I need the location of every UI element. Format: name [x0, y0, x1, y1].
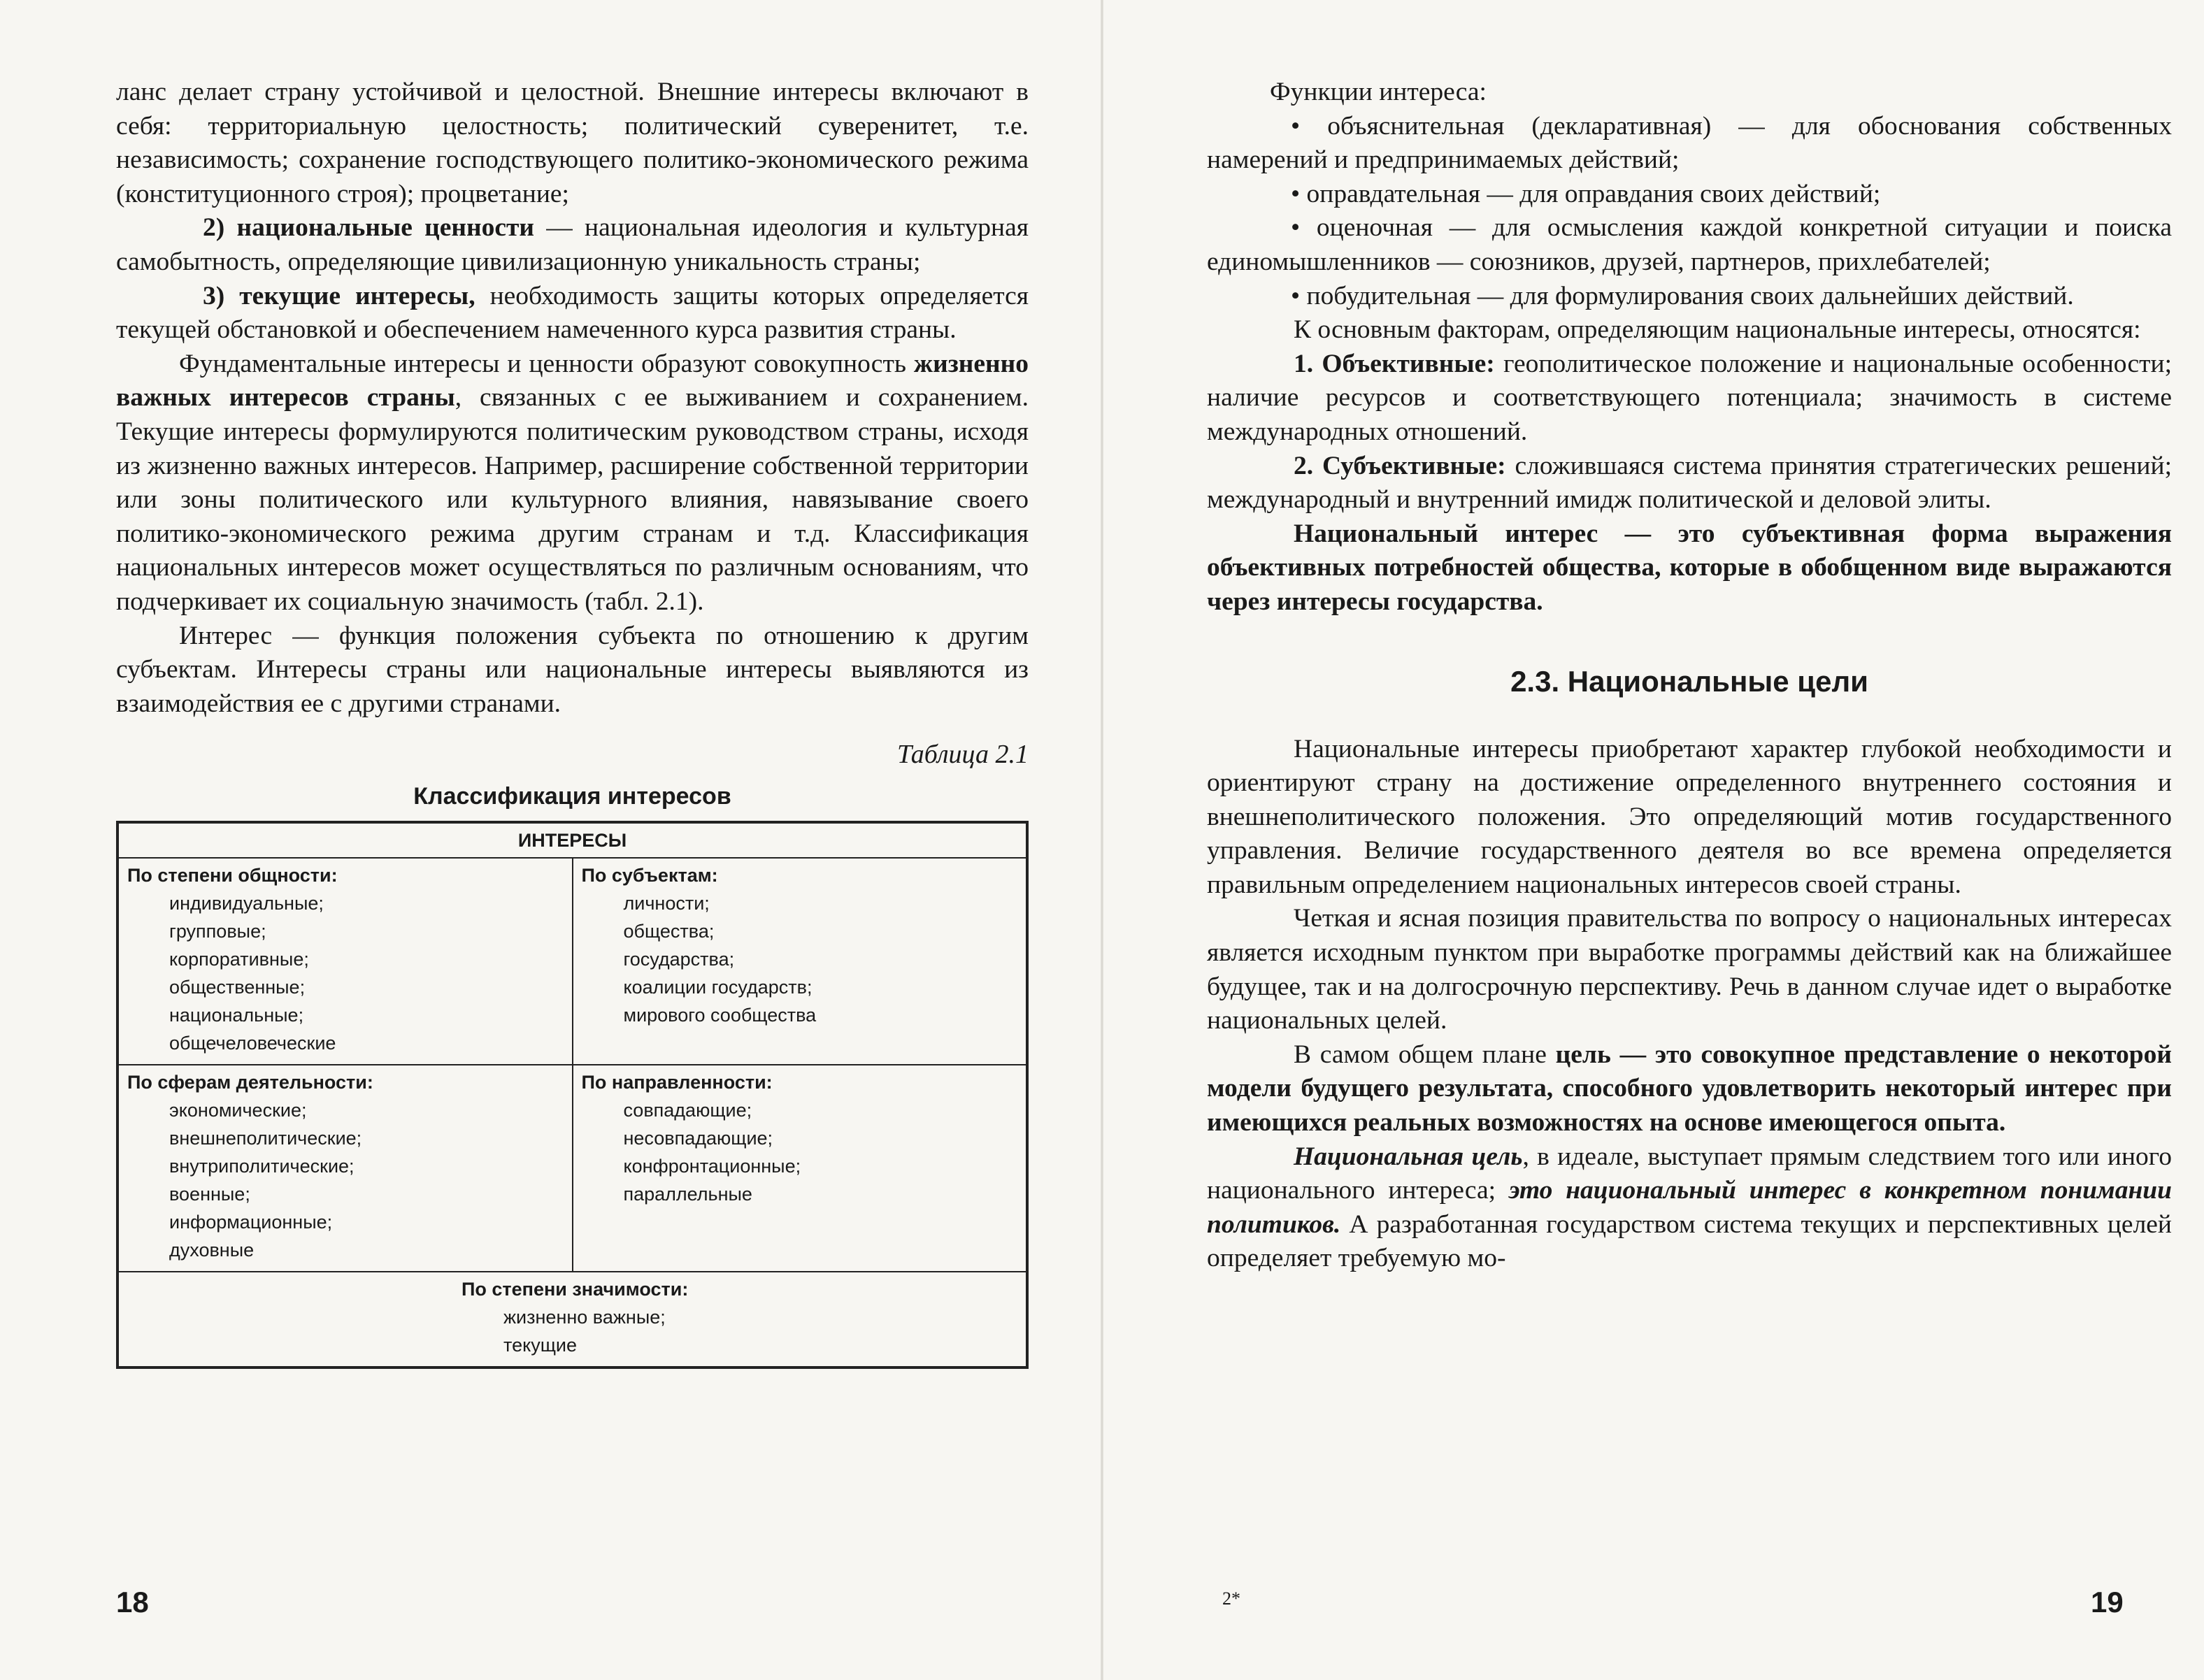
- list-item: мирового сообщества: [623, 1004, 817, 1026]
- list-item: личности;: [623, 892, 710, 914]
- table-cell: [573, 858, 1028, 1065]
- list-item: конфронтационные;: [623, 1155, 801, 1177]
- list-item: внешнеполитические;: [169, 1127, 362, 1149]
- paragraph-goal-definition: [1207, 1038, 2172, 1140]
- list-item: общества;: [623, 920, 715, 942]
- text: А разработанная государством система текущих и перспективных целей определяет требуемую мо-: [1207, 1209, 2172, 1273]
- factor-label: 2. Субъективные:: [1294, 451, 1506, 480]
- list-item: национальные;: [169, 1004, 304, 1026]
- interests-table: [116, 821, 1029, 1369]
- table-cell: [117, 858, 573, 1065]
- factor-label: 1. Объективные:: [1294, 349, 1495, 378]
- bullet-item: • оправдательная — для оправдания своих действий;: [1291, 179, 1881, 208]
- list-item-national-values: [116, 211, 1029, 279]
- bullet-item: • оценочная — для осмысления каждой конкретной ситуации и поиска единомышленников — союзников, друзей, партнеров, прихлебателей;: [1207, 213, 2172, 276]
- list-item: текущие: [503, 1334, 578, 1356]
- text: , связанных с ее выживанием и сохранением. Текущие интересы формулируются политическим руководством страны, исходя из жизненно важных интересов. Например, расширение собственной территории или зоны политического или культурного влияния, навязывание своего политико-экономического режима другим странам и т.д. Классификация национальных интересов может осуществляться по различным основаниям, что подчеркивает их социальную значимость (табл. 2.1).: [116, 383, 1029, 616]
- printer-signature: 2*: [1222, 1588, 1240, 1609]
- cell-heading: По степени значимости:: [461, 1278, 689, 1300]
- item-text: необходимость защиты которых определяется текущей обстановкой и обеспечением намеченного курса развития страны.: [116, 281, 1029, 345]
- paragraph-national-goal: [1207, 1140, 2172, 1276]
- page-number: 18: [116, 1586, 149, 1618]
- list-item: внутриполитические;: [169, 1155, 355, 1177]
- list-item: коалиции государств;: [623, 976, 813, 998]
- paragraph-fundamental: [116, 347, 1029, 619]
- item-number: 2): [203, 213, 225, 243]
- goal-definition-bold: цель — это совокупное представление о некоторой модели будущего результата, способного удовлетворить некоторый интерес при имеющихся реальных возможностях на основе имеющегося опыта.: [1207, 1040, 2172, 1137]
- list-item: индивидуальные;: [169, 892, 324, 914]
- paragraph: Четкая и ясная позиция правительства по вопросу о национальных интересах является исходным пунктом при выработке программы действий как на ближайшее будущее, так и на долгосрочную перспективу. Речь в данном случае идет о выработке национальных целей.: [1207, 904, 2172, 1035]
- list-item: несовпадающие;: [623, 1127, 773, 1149]
- item-text: национальная идеология и культурная самобытность, определяющие цивилизационную уникальность страны;: [116, 213, 1029, 276]
- factor-text: геополитическое положение и национальные особенности; наличие ресурсов и соответствующего потенциала; значимость в системе международных отношений.: [1207, 349, 2172, 446]
- table-caption: Таблица 2.1: [897, 740, 1029, 770]
- table-header: ИНТЕРЕСЫ: [117, 822, 1027, 858]
- factor-text: сложившаяся система принятия стратегических решений; международный и внутренний имидж политической и деловой элиты.: [1207, 451, 2172, 515]
- list-item-current-interests: [116, 280, 1029, 347]
- list-item: государства;: [623, 948, 735, 970]
- list-item: корпоративные;: [169, 948, 309, 970]
- text: , в идеале, выступает прямым следствием того или иного национального интереса;: [1207, 1142, 2172, 1205]
- functions-title: Функции интереса:: [1270, 78, 1487, 106]
- cell-heading: По степени общности:: [127, 864, 338, 886]
- cell-heading: По субъектам:: [581, 864, 718, 886]
- factor-objective: [1207, 347, 2172, 450]
- term-vital-interests: жизненно важных интересов страны: [116, 349, 1029, 412]
- list-item: параллельные: [623, 1183, 752, 1205]
- list-item: экономические;: [169, 1099, 307, 1121]
- cell-heading: По направленности:: [581, 1071, 773, 1093]
- list-item: информационные;: [169, 1211, 333, 1233]
- section-heading: 2.3. Национальные цели: [1510, 664, 1868, 698]
- bullet-item: • побудительная — для формулирования своих дальнейших действий.: [1291, 281, 2074, 310]
- right-column: [1207, 76, 2172, 1276]
- list-item: военные;: [169, 1183, 250, 1205]
- table-cell: [573, 1065, 1028, 1272]
- term-national-goal: Национальная цель: [1294, 1142, 1523, 1171]
- term-national-values: национальные ценности: [236, 213, 535, 243]
- list-item: общественные;: [169, 976, 306, 998]
- factor-subjective: [1207, 450, 2172, 517]
- dash: —: [534, 213, 585, 243]
- page-number: 19: [2091, 1586, 2124, 1618]
- table-cell-significance: [117, 1272, 1027, 1367]
- list-item: групповые;: [169, 920, 266, 942]
- list-item: совпадающие;: [623, 1099, 752, 1121]
- paragraph: Национальные интересы приобретают характер глубокой необходимости и ориентируют страну на достижение определенного внутреннего состояния и внешнеполитического положения. Это определяющий мотив государственного управления. Величие государственного деятеля во все времена определяется правильным определением национальных интересов своей страны.: [1207, 734, 2172, 899]
- list-item: общечеловеческие: [169, 1032, 336, 1054]
- national-interest-definition: Национальный интерес — это субъективная форма выражения объективных потребностей общества, которые в обобщенном виде выражаются через интересы государства.: [1207, 519, 2172, 616]
- paragraph-interest-definition: Интерес — функция положения субъекта по отношению к другим субъектам. Интересы страны или национальные интересы выявляются из взаимодействия ее с другими странами.: [116, 621, 1029, 718]
- table-title: Классификация интересов: [413, 782, 731, 810]
- factors-intro: К основным факторам, определяющим национальные интересы, относятся:: [1294, 315, 2141, 345]
- paragraph-external-interests: ланс делает страну устойчивой и целостной. Внешние интересы включают в себя: территориальную целостность; политический суверенитет, т.е. независимость; сохранение господствующего политико-экономического режима (конституционного строя); процветание;: [116, 78, 1029, 208]
- table-cell: [117, 1065, 573, 1272]
- emphasis: это национальный интерес в конкретном понимании политиков.: [1207, 1176, 2172, 1239]
- list-item: жизненно важные;: [503, 1306, 666, 1328]
- text: Фундаментальные интересы и ценности образуют совокупность: [179, 349, 914, 378]
- term-current-interests: текущие интересы,: [239, 281, 475, 310]
- left-column: [116, 76, 1029, 1369]
- right-page: [1102, 0, 2204, 1680]
- bullet-item: • объяснительная (декларативная) — для обоснования собственных намерений и предпринимаемых действий;: [1207, 111, 2172, 175]
- cell-heading: По сферам деятельности:: [127, 1071, 373, 1093]
- text: В самом общем плане: [1294, 1040, 1556, 1069]
- item-number: 3): [203, 281, 225, 310]
- list-item: духовные: [169, 1239, 255, 1261]
